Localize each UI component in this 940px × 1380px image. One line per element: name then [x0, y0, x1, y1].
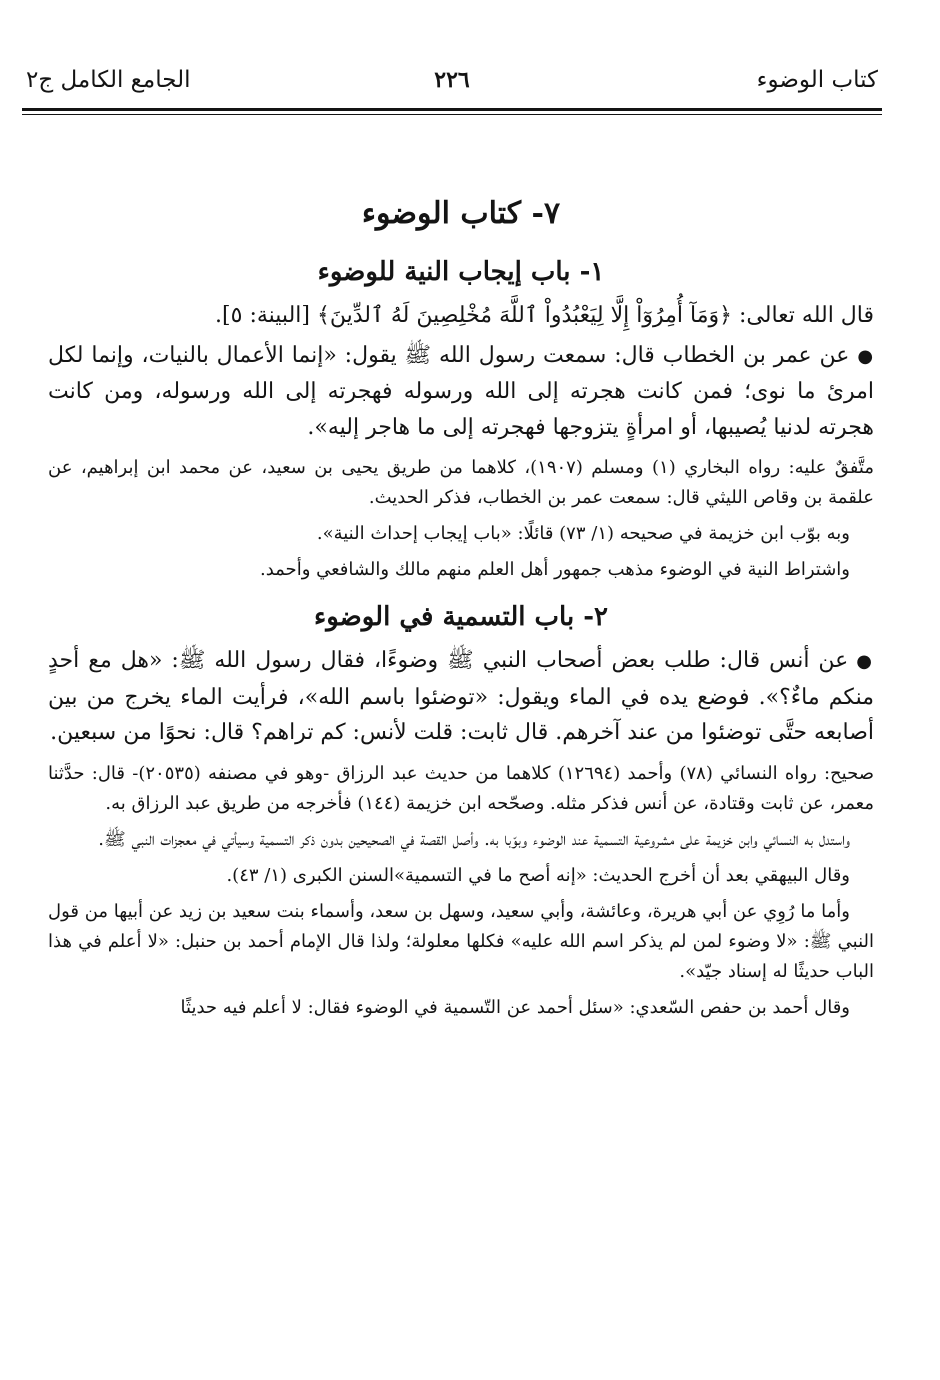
- ibn-khuzaymah-note: وبه بوّب ابن خزيمة في صحيحه (١/ ٧٣) قائلًا: «باب إيجاب إحداث النية».: [316, 523, 850, 544]
- bullet-icon: ●: [856, 651, 874, 672]
- page-content: [48, 188, 874, 1029]
- page-number: ٢٢٦: [434, 67, 470, 93]
- book-title: ٧- كتاب الوضوء: [361, 196, 561, 231]
- header-rule-thick: [22, 108, 882, 111]
- chapter-title-1: ١- باب إيجاب النية للوضوء: [317, 257, 605, 287]
- quran-verse-line: قال الله تعالى: ﴿وَمَآ أُمِرُوٓاْ إِلَّا لِيَعْبُدُواْ ٱللَّهَ مُخْلِصِينَ لَهُ ٱلدِّينَ﴾ [البينة: ٥].: [215, 303, 874, 328]
- bullet-icon: ●: [857, 345, 874, 367]
- hadith-body-2: عن أنس قال: طلب بعض أصحاب النبي ﷺ وضوءًا، فقال رسول الله ﷺ: «هل مع أحدٍ منكم ماءٌ؟». فوضع يده في الماء ويقول: «توضئوا باسم الله»، فرأيت الماء يخرج من بين أصابعه حتَّى توضئوا من عند آخرهم. قال ثابت: قلت لأنس: كم تراهم؟ قال: نحوًا من سبعين.: [48, 648, 874, 745]
- header-volume-title: الجامع الكامل ج٢: [26, 67, 191, 93]
- sahih-note: صحيح: رواه النسائي (٧٨) وأحمد (١٢٦٩٤) كلاهما من حديث عبد الرزاق -وهو في مصنفه (٢٠٥٣٥)- قال: حدَّثنا معمر، عن ثابت وقتادة، عن أنس فذكر مثله. وصحّحه ابن خزيمة (١٤٤) فأخرجه من طريق عبد الرزاق به.: [48, 762, 874, 814]
- weak-narrations-note: وأما ما رُوِي عن أبي هريرة، وعائشة، وأبي سعيد، وسهل بن سعد، وأسماء بنت سعيد بن زيد عن أبيها من قول النبي ﷺ: «لا وضوء لمن لم يذكر اسم الله عليه» فكلها معلولة؛ ولذا قال الإمام أحمد بن حنبل: «لا أعلم في هذا الباب حديثًا له إسناد جيّد».: [48, 900, 874, 982]
- hadith-text-1: [48, 338, 874, 446]
- hadith-body-1: عن عمر بن الخطاب قال: سمعت رسول الله ﷺ يقول: «إنما الأعمال بالنيات، وإنما لكل امرئ ما نوى؛ فمن كانت هجرته إلى الله ورسوله فهجرته إلى الله ورسوله، ومن كانت هجرته لدنيا يُصيبها، أو امرأةٍ يتزوجها فهجرته إلى ما هاجر إليه».: [48, 342, 874, 440]
- bayhaqi-note: وقال البيهقي بعد أن أخرج الحديث: «إنه أصح ما في التسمية»السنن الكبرى (١/ ٤٣).: [226, 864, 850, 886]
- running-header: [26, 62, 878, 98]
- niyyah-ruling-note: واشتراط النية في الوضوء مذهب جمهور أهل العلم منهم مالك والشافعي وأحمد.: [259, 559, 850, 580]
- header-book-section: كتاب الوضوء: [756, 67, 878, 93]
- header-rule-thin: [22, 114, 882, 115]
- nasai-istidlal-note: واستدل به النسائي وابن خزيمة على مشروعية التسمية عند الوضوء وبوّبا به. وأصل القصة في الصحيحين بدون ذكر التسمية وسيأتي في معجزات النبي ﷺ.: [98, 828, 850, 850]
- hadith-text-2: [48, 643, 874, 751]
- saadi-note: وقال أحمد بن حفص السّعدي: «سئل أحمد عن التّسمية في الوضوء فقال: لا أعلم فيه حديثًا: [180, 996, 850, 1018]
- takhrij-note: متَّفقٌ عليه: رواه البخاري (١) ومسلم (١٩٠٧)، كلاهما من طريق يحيى بن سعيد، عن محمد ابن إبراهيم، عن علقمة بن وقاص الليثي قال: سمعت عمر بن الخطاب، فذكر الحديث.: [48, 457, 874, 508]
- chapter-title-2: ٢- باب التسمية في الوضوء: [313, 602, 608, 632]
